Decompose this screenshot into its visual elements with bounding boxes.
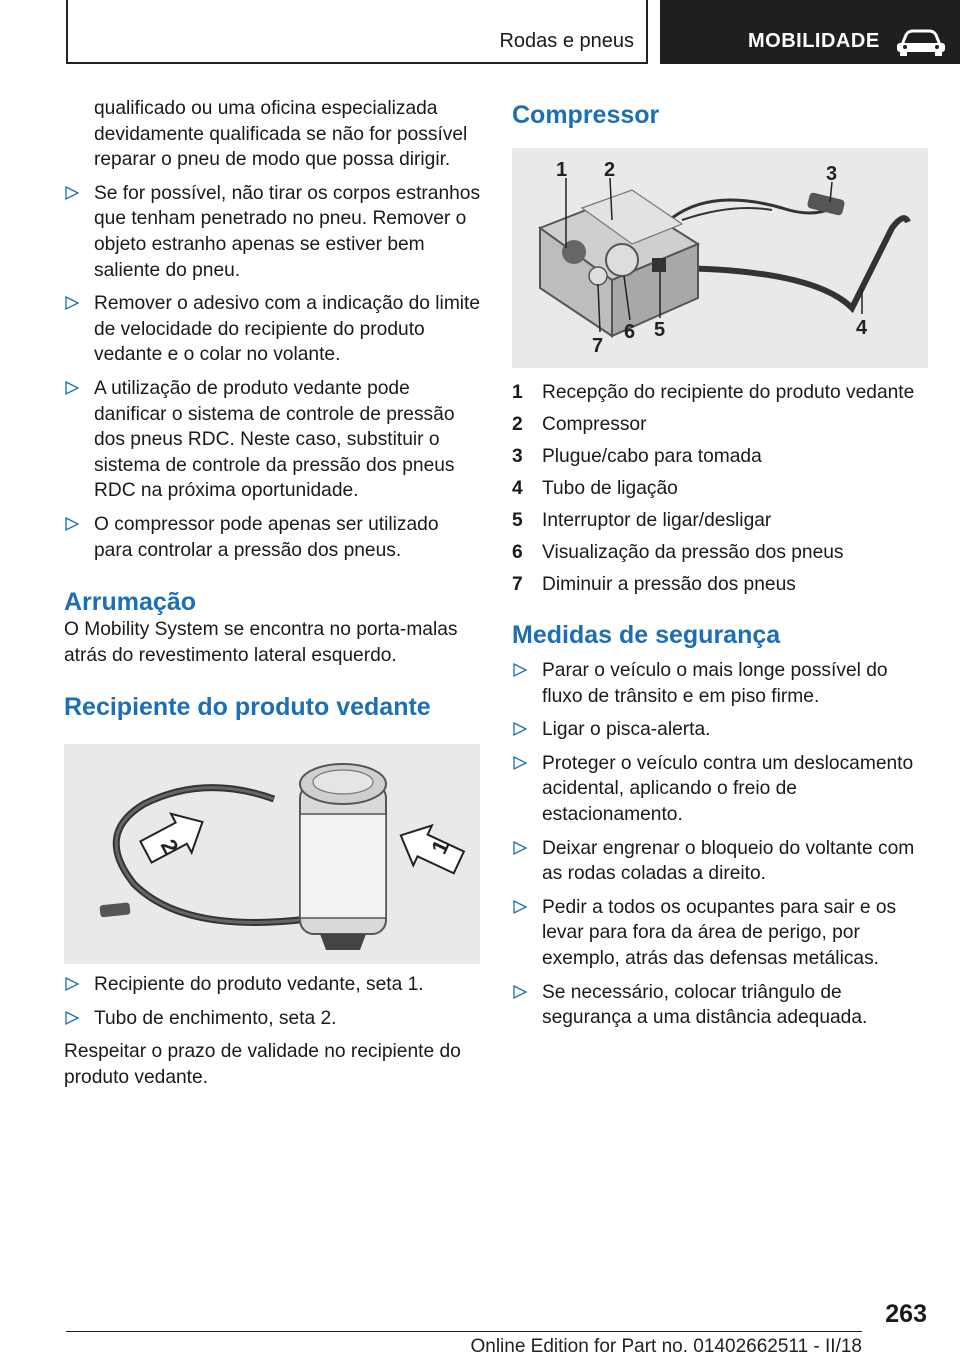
figure-label: 4 xyxy=(856,317,868,339)
sealant-container-figure xyxy=(64,744,480,964)
compressor-illustration xyxy=(512,148,928,368)
triangle-bullet-icon xyxy=(512,984,528,1000)
list-item: Recipiente do produto vedante, seta 1. xyxy=(64,972,482,998)
triangle-bullet-icon xyxy=(512,721,528,737)
triangle-bullet-icon xyxy=(512,755,528,771)
compressor-figure xyxy=(512,148,928,368)
figure-label: 1 xyxy=(426,836,455,859)
triangle-bullet-icon xyxy=(512,899,528,915)
heading-medidas: Medidas de segurança xyxy=(512,621,781,649)
list-item: Se necessário, colocar triângulo de segurança a uma distância adequada. xyxy=(512,980,930,1031)
list-item: Remover o adesivo com a indicação do limite de velocidade do recipiente do produto vedante e o colar no volante. xyxy=(64,291,482,368)
legend-item: 2 Compressor xyxy=(512,414,647,435)
legend-item: 4 Tubo de ligação xyxy=(512,478,678,499)
figure-label: 3 xyxy=(826,163,838,185)
bullet-list xyxy=(64,181,482,563)
list-item: Deixar engrenar o bloqueio do voltante com as rodas coladas a direito. xyxy=(512,836,930,887)
triangle-bullet-icon xyxy=(64,185,80,201)
car-icon xyxy=(894,27,948,57)
legend-item: 1 Recepção do recipiente do produto vedante xyxy=(512,382,915,403)
list-item: Tubo de enchimento, seta 2. xyxy=(64,1006,482,1032)
footer-edition: Online Edition for Part no. 01402662511 - II/18 xyxy=(470,1336,862,1357)
figure-label: 2 xyxy=(155,835,184,858)
medidas-bullet-list xyxy=(512,658,930,1031)
triangle-bullet-icon xyxy=(64,516,80,532)
figure-label: 7 xyxy=(592,335,604,357)
heading-recipiente: Recipiente do produto vedante xyxy=(64,693,431,722)
header-chapter-tab xyxy=(660,0,960,64)
sealant-container-illustration xyxy=(64,744,480,964)
footer-divider xyxy=(66,1331,862,1332)
figure-label: 6 xyxy=(624,321,636,343)
recipiente-bullet-list xyxy=(64,972,482,1031)
right-column xyxy=(512,100,930,1031)
validade-text: Respeitar o prazo de validade no recipiente do produto vedante. xyxy=(64,1041,461,1089)
left-column xyxy=(64,96,482,1091)
triangle-bullet-icon xyxy=(64,295,80,311)
legend-item: 3 Plugue/cabo para tomada xyxy=(512,446,762,467)
intro-text: qualificado ou uma oficina especializada devidamente qualificada se não for possível reparar o pneu de modo que possa dirigir. xyxy=(94,98,468,171)
triangle-bullet-icon xyxy=(64,1010,80,1026)
page-number: 263 xyxy=(885,1300,927,1328)
section-title: Rodas e pneus xyxy=(499,30,634,52)
legend-item: 5 Interruptor de ligar/desligar xyxy=(512,510,772,531)
list-item: Ligar o pisca-alerta. xyxy=(512,717,930,743)
figure-label: 1 xyxy=(556,159,568,181)
list-item: Parar o veículo o mais longe possível do fluxo de trânsito e em piso firme. xyxy=(512,658,930,709)
heading-arrumacao: Arrumação xyxy=(64,588,196,617)
triangle-bullet-icon xyxy=(512,840,528,856)
figure-label: 5 xyxy=(654,319,666,341)
compressor-legend xyxy=(512,380,930,604)
figure-label: 2 xyxy=(604,159,616,181)
chapter-title: MOBILIDADE xyxy=(748,30,880,52)
list-item: Proteger o veículo contra um deslocamento acidental, aplicando o freio de estacionamento. xyxy=(512,751,930,828)
arrumacao-text: O Mobility System se encontra no porta-malas atrás do revestimento lateral esquerdo. xyxy=(64,619,458,666)
list-item: O compressor pode apenas ser utilizado para controlar a pressão dos pneus. xyxy=(64,512,482,563)
legend-item: 7 Diminuir a pressão dos pneus xyxy=(512,574,796,595)
heading-compressor: Compressor xyxy=(512,101,660,129)
triangle-bullet-icon xyxy=(512,662,528,678)
triangle-bullet-icon xyxy=(64,380,80,396)
legend-item: 6 Visualização da pressão dos pneus xyxy=(512,542,844,563)
header-section-tab xyxy=(66,0,648,64)
triangle-bullet-icon xyxy=(64,976,80,992)
list-item: A utilização de produto vedante pode danificar o sistema de controle de pressão dos pneus RDC. Neste caso, substituir o sistema de controle da pressão dos pneus RDC na próxima oportunidade. xyxy=(64,376,482,504)
list-item: Se for possível, não tirar os corpos estranhos que tenham penetrado no pneu. Remover o objeto estranho apenas se estiver bem saliente do pneu. xyxy=(64,181,482,283)
list-item: Pedir a todos os ocupantes para sair e os levar para fora da área de perigo, por exemplo, atrás das defensas metálicas. xyxy=(512,895,930,972)
